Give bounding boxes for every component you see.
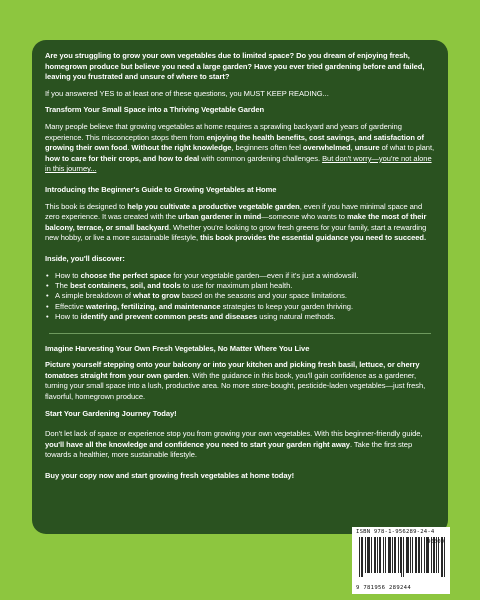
isbn-barcode: [352, 527, 450, 594]
barcode-bar: [418, 537, 419, 573]
keep-reading-line: If you answered YES to at least one of these questions, you MUST KEEP READING...: [45, 88, 329, 98]
discover-list: [45, 271, 435, 323]
barcode-bar: [442, 537, 443, 577]
barcode-bar: [434, 537, 435, 573]
description-panel: [32, 40, 448, 534]
discover-heading: Inside, you'll discover:: [45, 253, 125, 263]
barcode-bar: [427, 537, 428, 573]
barcode-bar: [377, 537, 378, 573]
barcode-bar: [421, 537, 422, 573]
barcode-bar: [380, 537, 381, 573]
barcode-bar: [408, 537, 409, 573]
barcode-bar: [392, 537, 393, 573]
barcode-bar: [426, 537, 427, 573]
barcode-bar: [444, 537, 445, 577]
barcode-bar: [424, 537, 425, 573]
barcode-bar: [369, 537, 370, 573]
barcode-bar: [368, 537, 369, 573]
barcode-bars: [359, 537, 445, 582]
intro-questions: Are you struggling to grow your own vegetables due to limited space? Do you dream of enjoying fresh, homegrown produce but believe you need a large garden? Have you ever tried gardening before and failed, leaving you frustrated and unsure of where to start?: [45, 51, 425, 82]
barcode-bar: [428, 537, 429, 573]
barcode-bar: [398, 537, 399, 573]
barcode-bar: [385, 537, 386, 573]
barcode-bar: [390, 537, 391, 573]
section-heading-start: Start Your Gardening Journey Today!: [45, 408, 177, 418]
list-item: • Effective watering, fertilizing, and maintenance strategies to keep your garden thriving.: [45, 302, 435, 312]
section-body-imagine: Picture yourself stepping onto your balcony or into your kitchen and picking fresh basil, lettuce, or cherry tomatoes straight from your own garden. With the guidance in this book, you'll gain confidence as a gardener, turning your small space into a lush, productive area. No more store-bought, pesticide-laden vegetables—just fresh, flavorful, homegrown produce.: [45, 360, 426, 401]
price-code: 90000: [427, 539, 444, 545]
barcode-bar: [361, 537, 362, 577]
barcode-bar: [362, 537, 363, 577]
barcode-bar: [365, 537, 366, 573]
barcode-bar: [415, 537, 416, 573]
section-heading-imagine: Imagine Harvesting Your Own Fresh Vegetables, No Matter Where You Live: [45, 343, 310, 353]
section-heading-transform: Transform Your Small Space into a Thriving Vegetable Garden: [45, 105, 265, 115]
list-item: • The best containers, soil, and tools to use for maximum plant health.: [45, 281, 435, 291]
barcode-bar: [438, 537, 439, 573]
list-item: • How to choose the perfect space for your vegetable garden—even if it's just a windowsill.: [45, 271, 435, 281]
barcode-bar: [416, 537, 417, 573]
barcode-bar: [375, 537, 376, 573]
barcode-bar: [412, 537, 413, 573]
barcode-bar: [431, 537, 432, 573]
list-item: • A simple breakdown of what to grow based on the seasons and your space limitations.: [45, 291, 435, 301]
barcode-bar: [388, 537, 389, 573]
barcode-bar: [389, 537, 390, 573]
barcode-bar: [371, 537, 372, 573]
section-heading-introducing: Introducing the Beginner's Guide to Growing Vegetables at Home: [45, 184, 277, 194]
section-body-start: Don't let lack of space or experience stop you from growing your own vegetables. With this beginner-friendly guide, you'll have all the knowledge and confidence you need to start your garden right away. Take the first step towards a healthier, more sustainable lifestyle.: [45, 429, 423, 460]
barcode-bar: [394, 537, 395, 573]
barcode-bar: [359, 537, 360, 577]
barcode-bar: [403, 537, 404, 577]
barcode-bar: [419, 537, 420, 573]
barcode-bar: [400, 537, 401, 573]
barcode-bar: [436, 537, 437, 573]
barcode-bar: [406, 537, 407, 573]
isbn-number: ISBN 978-1-956289-24-4: [356, 529, 435, 535]
barcode-bar: [433, 537, 434, 573]
barcode-bar: [395, 537, 396, 573]
list-item: • How to identify and prevent common pests and diseases using natural methods.: [45, 312, 435, 322]
barcode-bar: [379, 537, 380, 573]
barcode-bar: [407, 537, 408, 573]
section-body-introducing: This book is designed to help you cultivate a productive vegetable garden, even if you have minimal space and zero experience. It was created with the urban gardener in mind—someone who wants to make the most of their balcony, terrace, or small backyard. Whether you're looking to grow fresh greens for your family, start a rewarding new hobby, or live a more sustainable lifestyle, this book provides the essential guidance you need to succeed.: [45, 201, 427, 243]
barcode-bar: [367, 537, 368, 573]
barcode-bar: [401, 537, 402, 577]
barcode-bar: [383, 537, 384, 573]
barcode-bar: [441, 537, 442, 577]
call-to-action: Buy your copy now and start growing fresh vegetables at home today!: [45, 470, 295, 480]
barcode-digits: 9 781956 289244: [356, 585, 412, 591]
barcode-bar: [374, 537, 375, 573]
barcode-bar: [410, 537, 411, 573]
section-body-transform: Many people believe that growing vegetables at home requires a sprawling backyard and years of gardening experience. This misconception stops them from enjoying the health benefits, cost savings, and satisfaction of growing their own food. Without the right knowledge, beginners often feel overwhelmed, unsure of what to plant, how to care for their crops, and how to deal with common gardening challenges. But don't worry—you're not alone in this journey...: [45, 121, 435, 174]
